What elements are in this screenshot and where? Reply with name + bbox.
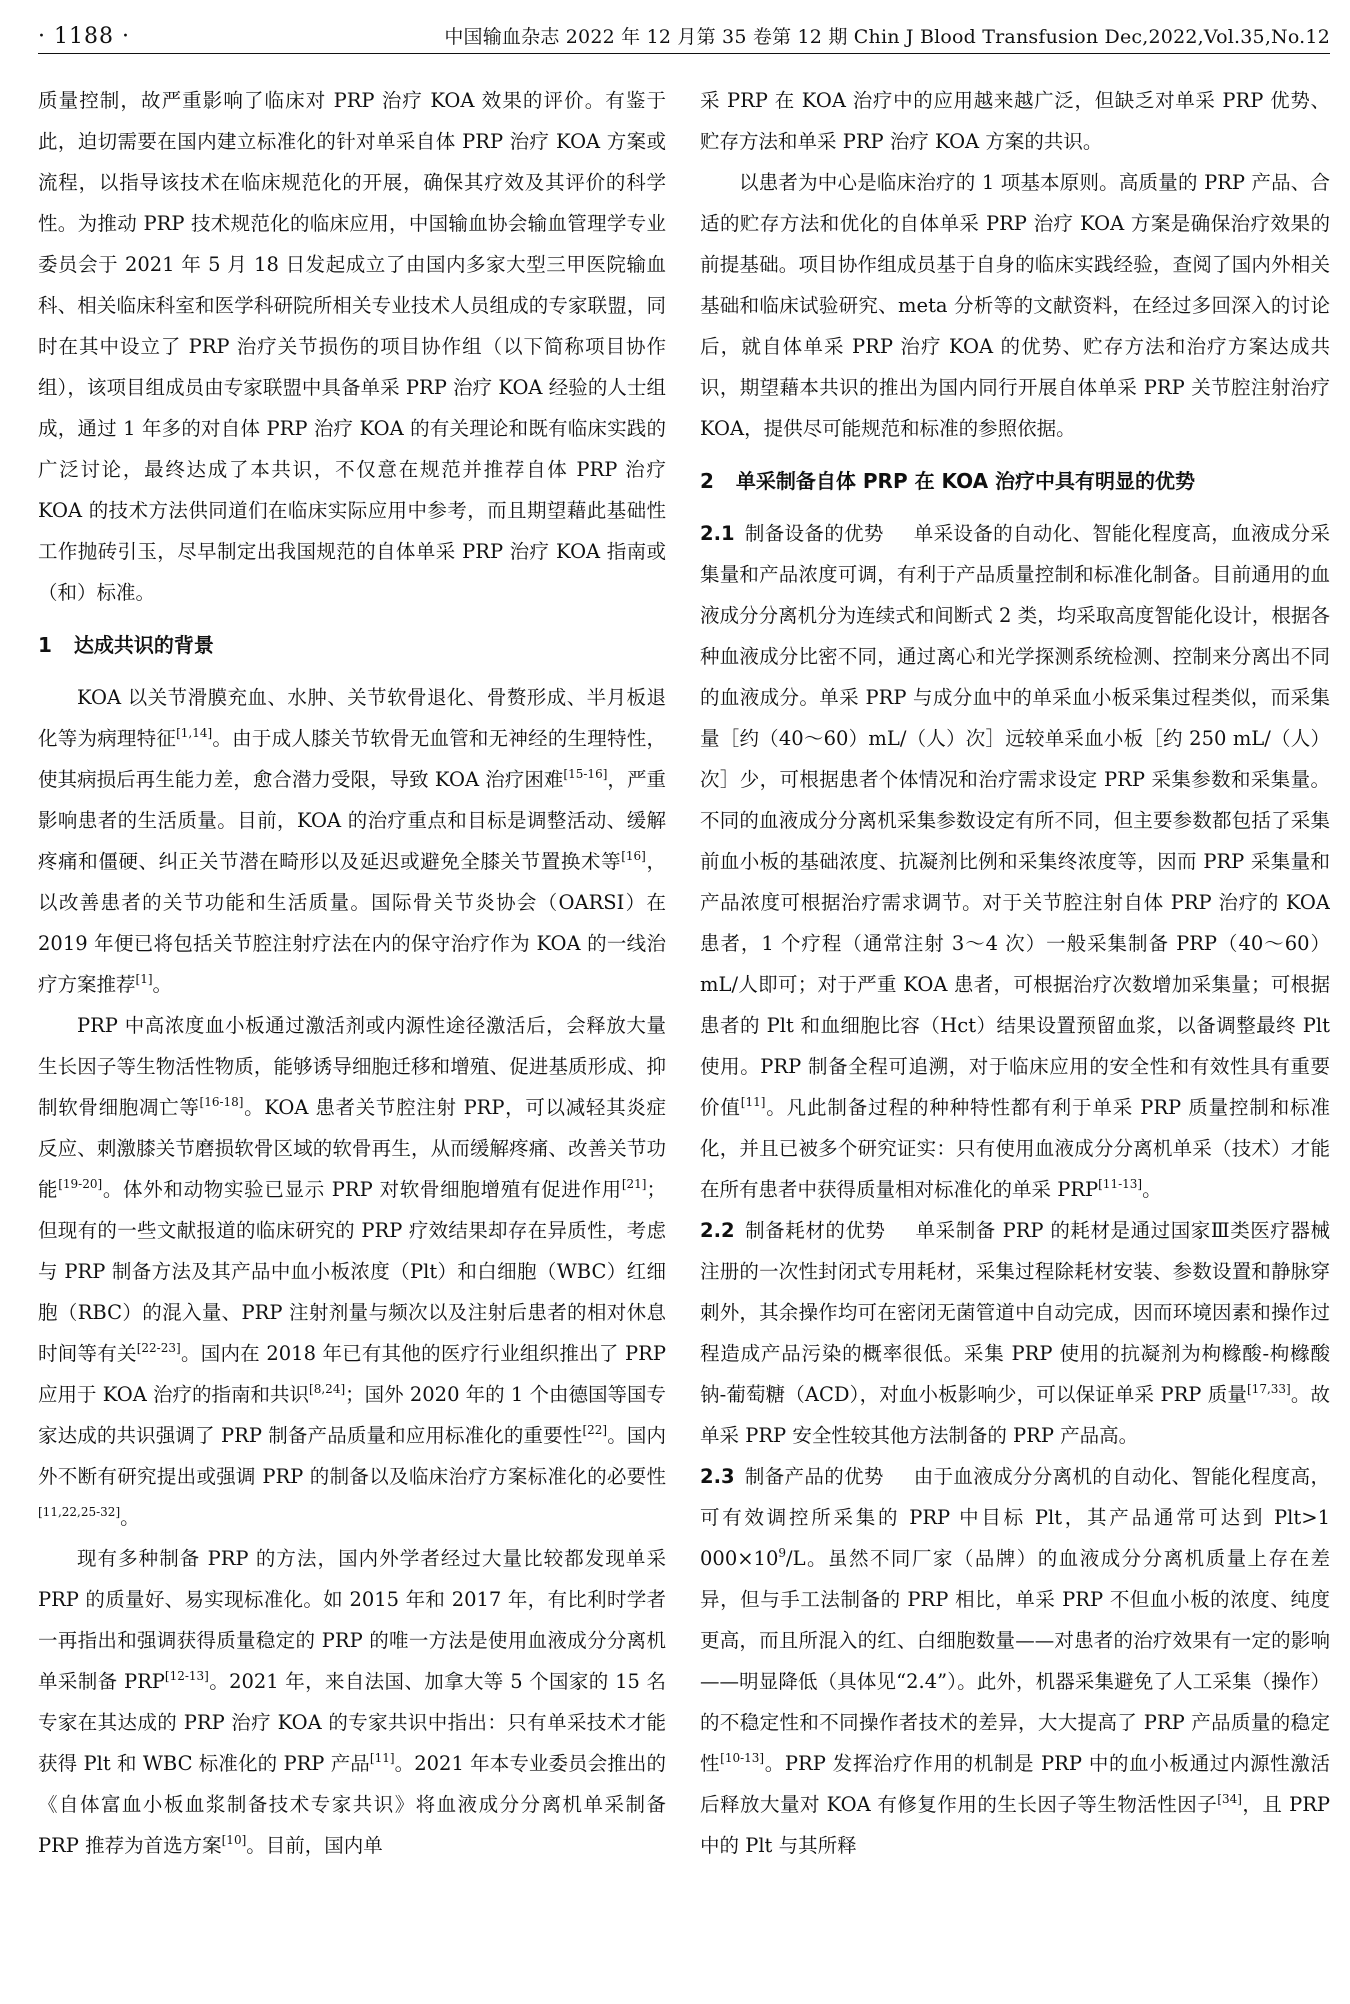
exponent: 9 <box>778 1546 787 1560</box>
text: ，严重影响患者的生活质量。目前，KOA 的治疗重点和目标是调整活动、缓解疼痛和僵硬、纠正关节潜在畸形以及延迟或避免全膝关节置换术等 <box>38 768 666 873</box>
text: 。 <box>152 973 173 996</box>
citation: [16-18] <box>199 1095 244 1109</box>
text: 。国内在 2018 年已有其他的医疗行业组织推出了 PRP 应用于 KOA 治疗的指南和共识 <box>38 1342 666 1406</box>
citation: [22-23] <box>136 1341 181 1355</box>
text: 以患者为中心是临床治疗的 1 项基本原则。高质量的 PRP 产品、合适的贮存方法和优化的自体单采 PRP 治疗 KOA 方案是确保治疗效果的前提基础。项目协作组成员基于自身的临床实践经验，查阅了国内外相关基础和临床试验研究、meta 分析等的文献资料，在经过多回深入的讨论后，就自体单采 PRP 治疗 KOA 的优势、贮存方法和治疗方案达成共识，期望藉本共识的推出为国内同行开展自体单采 PRP 关节腔注射治疗 KOA，提供尽可能规范和标准的参照依据。 <box>700 171 1330 440</box>
text: 由于血液成分分离机的自动化、智能化程度高，可有效调控所采集的 PRP 中目标 Plt，其产品通常可达到 Plt>1 000×10 <box>700 1465 1330 1570</box>
left-column <box>38 80 666 1990</box>
citation: [11] <box>740 1095 766 1109</box>
citation: [15-16] <box>563 767 608 781</box>
text: 现有多种制备 PRP 的方法，国内外学者经过大量比较都发现单采 PRP 的质量好、易实现标准化。如 2015 年和 2017 年，有比利时学者一再指出和强调获得质量稳定的 PRP 的唯一方法是使用血液成分分离机单采制备 PRP <box>38 1547 666 1693</box>
running-head: 中国输血杂志 2022 年 12 月第 35 卷第 12 期 Chin J Blood Transfusion Dec,2022,Vol.35,No.12 <box>444 26 1330 48</box>
subsection-2-3 <box>700 1456 1330 1866</box>
paragraph <box>38 1005 666 1538</box>
subsection-title: 制备设备的优势 <box>744 522 884 545</box>
subsection-title: 制备耗材的优势 <box>744 1219 886 1242</box>
text: 采 PRP 在 KOA 治疗中的应用越来越广泛，但缺乏对单采 PRP 优势、贮存方法和单采 PRP 治疗 KOA 方案的共识。 <box>700 89 1330 153</box>
citation: [10-13] <box>720 1751 765 1765</box>
page-number: · 1188 · <box>38 24 130 49</box>
text: 。 <box>120 1506 140 1529</box>
text: ；国外 2020 年的 1 个由德国等国专家达成的共识强调了 PRP 制备产品质量和应用标准化的重要性 <box>38 1383 666 1447</box>
text: ；但现有的一些文献报道的临床研究的 PRP 疗效结果却存在异质性，考虑与 PRP 制备方法及其产品中血小板浓度（Plt）和白细胞（WBC）红细胞（RBC）的混入量、PRP 注射剂量与频次以及注射后患者的相对休息时间等有关 <box>38 1178 666 1365</box>
subsection-2-2 <box>700 1210 1330 1456</box>
citation: [12-13] <box>164 1669 209 1683</box>
text: 。故单采 PRP 安全性较其他方法制备的 PRP 产品高。 <box>700 1383 1330 1447</box>
citation: [19-20] <box>58 1177 103 1191</box>
section-number: 1 <box>38 633 52 657</box>
citation: [21] <box>621 1177 647 1191</box>
text: 单采制备 PRP 的耗材是通过国家Ⅲ类医疗器械注册的一次性封闭式专用耗材，采集过程除耗材安装、参数设置和静脉穿刺外，其余操作均可在密闭无菌管道中自动完成，因而环境因素和操作过程造成产品污染的概率很低。采集 PRP 使用的抗凝剂为枸橼酸-枸橼酸钠-葡萄糖（ACD），对血小板影响少，可以保证单采 PRP 质量 <box>700 1219 1330 1406</box>
citation: [22] <box>582 1423 608 1437</box>
citation: [10] <box>221 1833 247 1847</box>
paragraph-continued <box>38 80 666 613</box>
subsection-number: 2.3 <box>700 1465 735 1488</box>
subsection-title: 制备产品的优势 <box>744 1465 884 1488</box>
text: /L。虽然不同厂家（品牌）的血液成分分离机质量上存在差异，但与手工法制备的 PRP 相比，单采 PRP 不但血小板的浓度、纯度更高，而且所混入的红、白细胞数量——对患者的治疗效果有一定的影响——明显降低（具体见“2.4”）。此外，机器采集避免了人工采集（操作）的不稳定性和不同操作者技术的差异，大大提高了 PRP 产品质量的稳定性 <box>700 1547 1330 1775</box>
citation: [11] <box>369 1751 395 1765</box>
subsection-number: 2.2 <box>700 1219 735 1242</box>
section-title: 达成共识的背景 <box>73 633 214 657</box>
page-header <box>38 14 1330 54</box>
text: 质量控制，故严重影响了临床对 PRP 治疗 KOA 效果的评价。有鉴于此，迫切需要在国内建立标准化的针对单采自体 PRP 治疗 KOA 方案或流程，以指导该技术在临床规范化的开展，确保其疗效及其评价的科学性。为推动 PRP 技术规范化的临床应用，中国输血协会输血管理学专业委员会于 2021 年 5 月 18 日发起成立了由国内多家大型三甲医院输血科、相关临床科室和医学科研院所相关专业技术人员组成的专家联盟，同时在其中设立了 PRP 治疗关节损伤的项目协作组（以下简称项目协作组），该项目组成员由专家联盟中具备单采 PRP 治疗 KOA 经验的人士组成，通过 1 年多的对自体 PRP 治疗 KOA 的有关理论和既有临床实践的广泛讨论，最终达成了本共识，不仅意在规范并推荐自体 PRP 治疗 KOA 的技术方法供同道们在临床实际应用中参考，而且期望藉此基础性工作抛砖引玉，尽早制定出我国规范的自体单采 PRP 治疗 KOA 指南或（和）标准。 <box>38 89 666 604</box>
citation: [16] <box>621 849 646 863</box>
text: KOA 以关节滑膜充血、水肿、关节软骨退化、骨赘形成、半月板退化等为病理特征 <box>38 686 666 750</box>
text: ，且 PRP 中的 Plt 与其所释 <box>700 1793 1330 1857</box>
text: 。体外和动物实验已显示 PRP 对软骨细胞增殖有促进作用 <box>102 1178 622 1201</box>
citation: [1] <box>135 972 153 986</box>
section-heading-1 <box>38 629 666 661</box>
text: 。国内外不断有研究提出或强调 PRP 的制备以及临床治疗方案标准化的必要性 <box>38 1424 666 1488</box>
paragraph <box>700 162 1330 449</box>
text: 单采设备的自动化、智能化程度高，血液成分采集量和产品浓度可调，有利于产品质量控制和标准化制备。目前通用的血液成分分离机分为连续式和间断式 2 类，均采取高度智能化设计，根据各种血液成分比密不同，通过离心和光学探测系统检测、控制来分离出不同的血液成分。单采 PRP 与成分血中的单采血小板采集过程类似，而采集量［约（40～60）mL/（人）次］远较单采血小板［约 250 mL/（人）次］少，可根据患者个体情况和治疗需求设定 PRP 采集参数和采集量。不同的血液成分分离机采集参数设定有所不同，但主要参数都包括了采集前血小板的基础浓度、抗凝剂比例和采集终浓度等，因而 PRP 采集量和产品浓度可根据治疗需求调节。对于关节腔注射自体 PRP 治疗的 KOA 患者，1 个疗程（通常注射 3～4 次）一般采集制备 PRP（40～60）mL/人即可；对于严重 KOA 患者，可根据治疗次数增加采集量；可根据患者的 Plt 和血细胞比容（Hct）结果设置预留血浆，以备调整最终 Plt 使用。PRP 制备全程可追溯，对于临床应用的安全性和有效性具有重要价值 <box>700 522 1330 1119</box>
citation: [17,33] <box>1247 1382 1291 1396</box>
text: 。2021 年本专业委员会推出的《自体富血小板血浆制备技术专家共识》将血液成分分离机单采制备 PRP 推荐为首选方案 <box>38 1752 666 1857</box>
citation: [34] <box>1217 1792 1242 1806</box>
subsection-number: 2.1 <box>700 522 735 545</box>
section-title: 单采制备自体 PRP 在 KOA 治疗中具有明显的优势 <box>735 469 1196 493</box>
citation: [11-13] <box>1098 1177 1143 1191</box>
paragraph-continued <box>700 80 1330 162</box>
text: PRP 中高浓度血小板通过激活剂或内源性途径激活后，会释放大量生长因子等生物活性物质，能够诱导细胞迁移和增殖、促进基质形成、抑制软骨细胞凋亡等 <box>38 1014 666 1119</box>
text: 。凡此制备过程的种种特性都有利于单采 PRP 质量控制和标准化，并且已被多个研究证实：只有使用血液成分分离机单采（技术）才能在所有患者中获得质量相对标准化的单采 PRP <box>700 1096 1330 1201</box>
text: 。由于成人膝关节软骨无血管和无神经的生理特性，使其病损后再生能力差，愈合潜力受限，导致 KOA 治疗困难 <box>38 727 666 791</box>
paragraph <box>38 1538 666 1866</box>
citation: [1,14] <box>176 726 213 740</box>
text: ，以改善患者的关节功能和生活质量。国际骨关节炎协会（OARSI）在 2019 年便已将包括关节腔注射疗法在内的保守治疗作为 KOA 的一线治疗方案推荐 <box>38 850 666 996</box>
paragraph <box>38 677 666 1005</box>
text: 。PRP 发挥治疗作用的机制是 PRP 中的血小板通过内源性激活后释放大量对 KOA 有修复作用的生长因子等生物活性因子 <box>700 1752 1330 1816</box>
right-column <box>700 80 1330 1990</box>
text: 。2021 年，来自法国、加拿大等 5 个国家的 15 名专家在其达成的 PRP 治疗 KOA 的专家共识中指出：只有单采技术才能获得 Plt 和 WBC 标准化的 PRP 产品 <box>38 1670 666 1775</box>
section-heading-2 <box>700 465 1330 497</box>
text: 。 <box>1142 1178 1162 1201</box>
citation: [8,24] <box>309 1382 346 1396</box>
text: 。KOA 患者关节腔注射 PRP，可以减轻其炎症反应、刺激膝关节磨损软骨区域的软骨再生，从而缓解疼痛、改善关节功能 <box>38 1096 666 1201</box>
subsection-2-1 <box>700 513 1330 1210</box>
section-number: 2 <box>700 469 714 493</box>
text: 。目前，国内单 <box>246 1834 383 1857</box>
citation: [11,22,25-32] <box>38 1505 121 1519</box>
